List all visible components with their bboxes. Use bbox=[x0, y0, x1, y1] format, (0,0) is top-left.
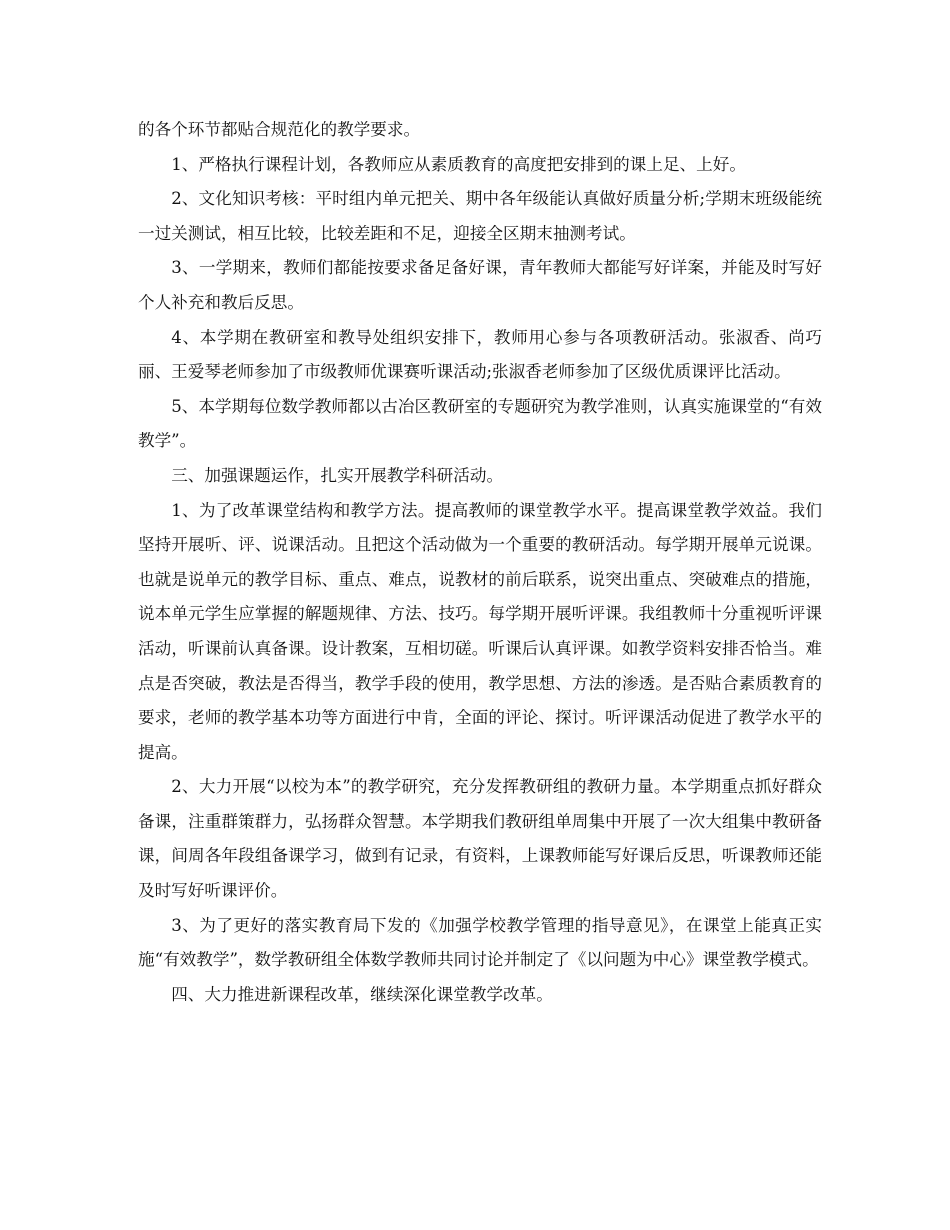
paragraph-continuation: 的各个环节都贴合规范化的教学要求。 bbox=[138, 120, 421, 139]
paragraph-section3-item-2: 2、大力开展“以校为本”的教学研究，充分发挥教研组的教研力量。本学期重点抓好群众备课，注重群策群力，弘扬群众智慧。本学期我们教研组单周集中开展了一次大组集中教研备课，间周各年段组备课学习，做到有记录，有资料，上课教师能写好课后反思，听课教师还能及时写好听课评价。 bbox=[138, 777, 822, 901]
paragraph-item-1: 1、严格执行课程计划，各教师应从素质教育的高度把安排到的课上足、上好。 bbox=[171, 154, 746, 174]
paragraph-section3-item-1: 1、为了改革课堂结构和教学方法。提高教师的课堂教学水平。提高课堂教学效益。我们坚持开展听、评、说课活动。且把这个活动做为一个重要的教研活动。每学期开展单元说课。也就是说单元的教学目标、重点、难点，说教材的前后联系，说突出重点、突破难点的措施，说本单元学生应掌握的解题规律、方法、技巧。每学期开展听评课。我组教师十分重视听评课活动，听课前认真备课。设计教案，互相切磋。听课后认真评课。如教学资料安排否恰当。难点是否突破，教法是否得当，教学手段的使用，教学思想、方法的渗透。是否贴合素质教育的要求，老师的教学基本功等方面进行中肯，全面的评论、探讨。听评课活动促进了教学水平的提高。 bbox=[138, 500, 822, 762]
document-body bbox=[138, 113, 822, 1012]
section-heading-4: 四、大力推进新课程改革，继续深化课堂教学改革。 bbox=[171, 984, 553, 1004]
paragraph-item-4: 4、本学期在教研室和教导处组织安排下，教师用心参与各项教研活动。张淑香、尚巧丽、王爱琴老师参加了市级教师优课赛听课活动;张淑香老师参加了区级优质课评比活动。 bbox=[138, 327, 822, 382]
paragraph-section3-item-3: 3、为了更好的落实教育局下发的《加强学校教学管理的指导意见》，在课堂上能真正实施“有效教学”，数学教研组全体数学教师共同讨论并制定了《以问题为中心》课堂教学模式。 bbox=[138, 915, 822, 970]
paragraph-item-5: 5、本学期每位数学教师都以古冶区教研室的专题研究为教学准则，认真实施课堂的“有效教学”。 bbox=[138, 396, 822, 451]
section-heading-3: 三、加强课题运作，扎实开展教学科研活动。 bbox=[171, 465, 504, 485]
paragraph-item-3: 3、一学期来，教师们都能按要求备足备好课，青年教师大都能写好详案，并能及时写好个人补充和教后反思。 bbox=[138, 258, 822, 312]
paragraph-item-2: 2、文化知识考核：平时组内单元把关、期中各年级能认真做好质量分析;学期末班级能统一过关测试，相互比较，比较差距和不足，迎接全区期末抽测考试。 bbox=[138, 189, 822, 243]
